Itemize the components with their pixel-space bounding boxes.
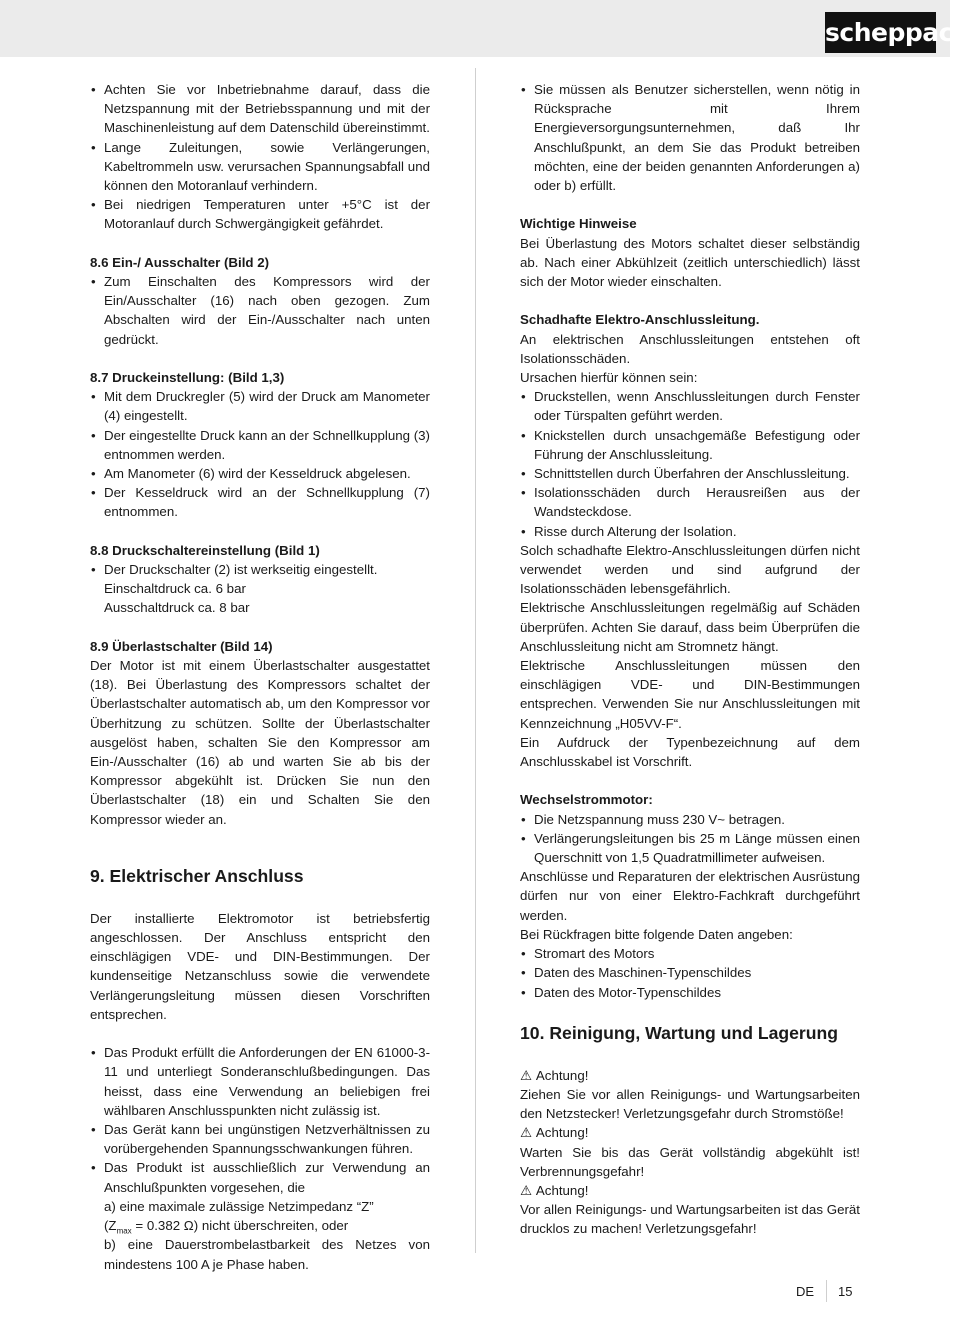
warning-label-text: Achtung! [535,1125,589,1141]
impedance-subscript: max [116,1226,132,1236]
warning-label [520,1066,860,1085]
list-item: • Achten Sie vor Inbetriebnahme darauf, dass die Netzspannung mit der Betriebsspannung und mit der Maschinenleistung auf dem Datenschild übereinstimmt. [90,80,430,138]
list-item: • Der eingestellte Druck kann an der Schnellkupplung (3) entnommen werden. [90,426,430,464]
section-heading-8-8: 8.8 Druckschaltereinstellung (Bild 1) [90,542,320,558]
paragraph: Elektrische Anschlussleitungen müssen den einschlägigen VDE- und DIN-Bestimmungen entsprechen. Verwenden Sie nur Anschlussleitungen mit Kennzeichnung „H05VV-F“. [520,658,860,731]
list-item: • Das Gerät kann bei ungünstigen Netzverhältnissen zu vorübergehenden Spannungsschwankungen führen. [90,1120,430,1158]
page-number: 15 [838,1284,853,1299]
list-item: • Schnittstellen durch Überfahren der Anschlussleitung. [520,464,860,483]
condition-a: a) eine maximale zulässige Netzimpedanz “Z” [104,1198,374,1214]
warning-label [520,1123,860,1142]
section-heading-schadhaft: Schadhafte Elektro-Anschlussleitung. [520,312,760,328]
section-heading-wechselstrom: Wechselstrommotor: [520,792,653,808]
header-band [0,0,950,57]
paragraph: Bei Überlastung des Motors schaltet dieser selbständig ab. Nach einer Abkühlzeit (zeitlich unterschiedlich) lässt sich der Motor wieder einschalten. [520,235,860,290]
warning-label-text: Achtung! [535,1067,589,1083]
paragraph: Ursachen hierfür können sein: [520,370,698,386]
list-item: • Sie müssen als Benutzer sicherstellen, wenn nötig in Rücksprache mit Ihrem Energieversorgungsunternehmen, daß Ihr Anschlußpunkt, an dem Sie das Produkt betreiben möchten, eine der beiden genannten Anforderungen a) oder b) erfüllt. [520,80,860,195]
list-item: • Der Kesseldruck wird an der Schnellkupplung (7) entnommen. [90,483,430,521]
section-heading-hinweise: Wichtige Hinweise [520,216,637,232]
warning-label [520,1181,860,1200]
paragraph: An elektrischen Anschlussleitungen entstehen oft Isolationsschäden. [520,331,860,366]
footer-language: DE [796,1284,815,1299]
paragraph: Der installierte Elektromotor ist betriebsfertig angeschlossen. Der Anschluss entspricht den einschlägigen VDE- und DIN-Bestimmungen. Der kundenseitige Netzanschluss sowie die verwendete Verlängerungsleitung müssen diesen Vorschriften entsprechen. [90,910,430,1022]
paragraph: Bei Rückfragen bitte folgende Daten angeben: [520,926,793,942]
list-item: • Druckstellen, wenn Anschlussleitungen durch Fenster oder Türspalten geführt werden. [520,387,860,425]
list-item: • Der Druckschalter (2) ist werkseitig eingestellt. [90,560,430,579]
list-item: • Isolationsschäden durch Herausreißen aus der Wandsteckdose. [520,483,860,521]
section-heading-9: 9. Elektrischer Anschluss [90,865,304,886]
left-column [90,80,430,1274]
footer-divider [826,1280,827,1302]
right-column [520,80,860,1239]
impedance-prefix: (Z [104,1218,117,1234]
list-item-text: Das Produkt ist ausschließlich zur Verwendung an Anschlußpunkten vorgesehen, die [104,1160,430,1195]
section-heading-8-7: 8.7 Druckeinstellung: (Bild 1,3) [90,370,285,386]
list-item: • Knickstellen durch unsachgemäße Befestigung oder Führung der Anschlussleitung. [520,426,860,464]
list-item [90,1158,430,1273]
list-item: • Bei niedrigen Temperaturen unter +5°C ist der Motoranlauf durch Schwergängigkeit gefährdet. [90,195,430,233]
paragraph: Solch schadhafte Elektro-Anschlussleitungen dürfen nicht verwendet werden und sind aufgrund der Isolationsschäden lebensgefährlich. [520,542,860,597]
list-item: • Verlängerungsleitungen bis 25 m Länge müssen einen Querschnitt von 1,5 Quadratmillimeter aufweisen. [520,829,860,867]
paragraph: Vor allen Reinigungs- und Wartungsarbeiten ist das Gerät drucklos zu machen! Verletzungsgefahr! [520,1202,860,1237]
section-heading-8-6: 8.6 Ein-/ Ausschalter (Bild 2) [90,254,270,270]
list-item: • Stromart des Motors [520,944,860,963]
warning-icon: ⚠ [520,1182,532,1198]
column-divider [475,68,476,1253]
list-item: • Mit dem Druckregler (5) wird der Druck am Manometer (4) eingestellt. [90,387,430,425]
list-item: • Lange Zuleitungen, sowie Verlängerungen, Kabeltrommeln usw. verursachen Spannungsabfall und können den Motoranlauf verhindern. [90,138,430,196]
list-item: • Daten des Motor-Typenschildes [520,983,860,1002]
cut-out-pressure: Ausschaltdruck ca. 8 bar [104,600,250,616]
list-item: • Die Netzspannung muss 230 V~ betragen. [520,810,860,829]
condition-b: b) eine Dauerstrombelastbarkeit des Netzes von mindestens 100 A je Phase haben. [104,1237,430,1272]
warning-label-text: Achtung! [535,1182,589,1198]
paragraph: Elektrische Anschlussleitungen regelmäßig auf Schäden überprüfen. Achten Sie darauf, dass beim Überprüfen die Anschlussleitung nicht am Stromnetz hängt. [520,600,860,654]
list-item: • Das Produkt erfüllt die Anforderungen der EN 61000-3-11 und unterliegt Sonderanschlußbedingungen. Das heisst, dass eine Verwendung an beliebigen frei wählbaren Anschlusspunkten nicht zulässig ist. [90,1043,430,1120]
warning-icon: ⚠ [520,1067,532,1083]
list-item: • Am Manometer (6) wird der Kesseldruck abgelesen. [90,464,430,483]
paragraph: Warten Sie bis das Gerät vollständig abgekühlt ist! Verbrennungsgefahr! [520,1144,860,1179]
paragraph: Anschlüsse und Reparaturen der elektrischen Ausrüstung dürfen nur von einer Elektro-Fachkraft durchgeführt werden. [520,869,860,923]
list-item: • Zum Einschalten des Kompressors wird der Ein/Ausschalter (16) nach oben gezogen. Zum Abschalten wird der Ein-/Ausschalter nach unten gedrückt. [90,272,430,349]
warning-icon: ⚠ [520,1125,532,1141]
paragraph: Ziehen Sie vor allen Reinigungs- und Wartungsarbeiten den Netzstecker! Verletzungsgefahr durch Stromstöße! [520,1086,860,1122]
section-heading-10: 10. Reinigung, Wartung und Lagerung [520,1022,838,1043]
paragraph: Ein Aufdruck der Typenbezeichnung auf dem Anschlusskabel ist Vorschrift. [520,734,860,770]
paragraph: Der Motor ist mit einem Überlastschalter ausgestattet (18). Bei Überlastung des Kompressors schaltet der Überlastschalter automatisch ab, um den Kompressor vor Überhitzung zu schützen. Sollte der Überlastschalter ausgelöst haben, schalten Sie den Kompressor am Ein-/Ausschalter (16) ab und warten Sie ab bis der Kompressor abgekühlt ist. Drücken Sie nun den Überlastschalter (18) ein und Schalten Sie den Kompressor wieder an. [90,658,430,827]
cut-in-pressure: Einschaltdruck ca. 6 bar [104,581,246,597]
scheppach-logo: scheppach [825,12,936,53]
section-heading-8-9: 8.9 Überlastschalter (Bild 14) [90,638,273,654]
list-item: • Daten des Maschinen-Typenschildes [520,963,860,982]
impedance-value: = 0.382 Ω) nicht überschreiten, oder [131,1218,349,1234]
list-item: • Risse durch Alterung der Isolation. [520,522,860,541]
